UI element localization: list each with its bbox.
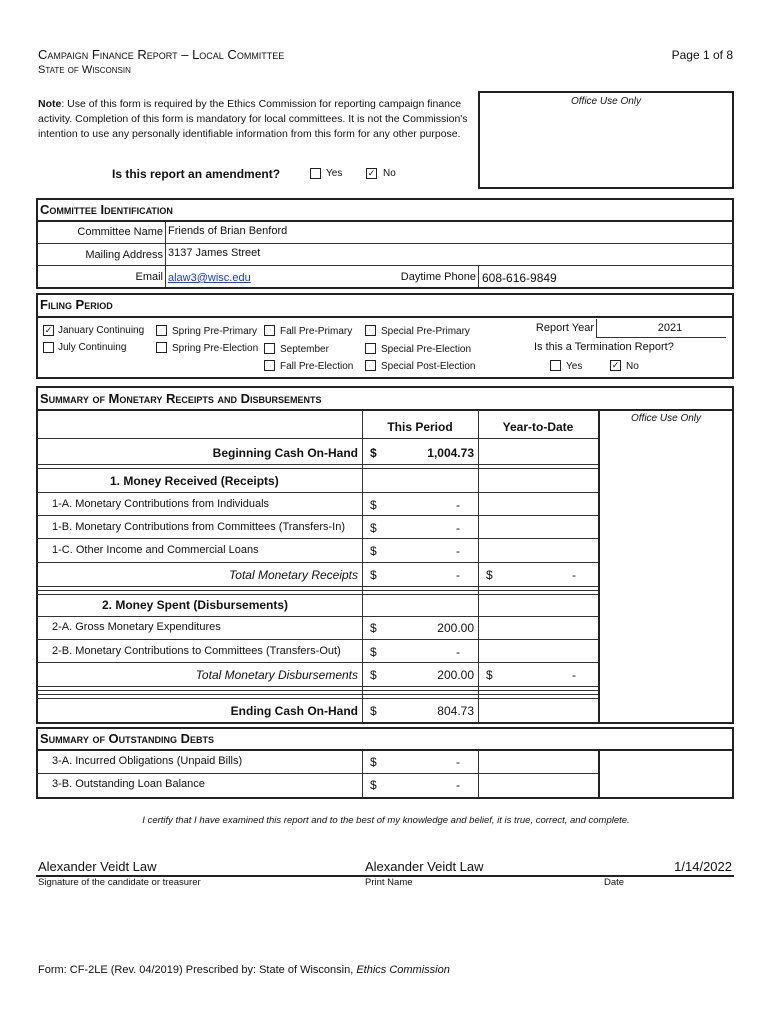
email-label: Email	[135, 271, 163, 283]
july-continuing-checkbox[interactable]	[43, 342, 54, 353]
total-disbursements-label: Total Monetary Disbursements	[195, 668, 358, 682]
total-disbursements-ytd-dollar: $	[486, 668, 493, 682]
form-footer	[38, 964, 450, 976]
row-1c-label: 1-C. Other Income and Commercial Loans	[52, 544, 259, 556]
july-continuing-label: July Continuing	[58, 342, 127, 353]
amendment-no-checkbox[interactable]: ✓	[367, 168, 376, 178]
note-label: Note	[38, 98, 62, 110]
termination-question: Is this a Termination Report?	[534, 341, 674, 353]
signature-field[interactable]: Alexander Veidt Law	[38, 859, 157, 874]
row-1c-value[interactable]: -	[456, 544, 460, 558]
total-receipts-ytd-dollar: $	[486, 568, 493, 582]
september-label: September	[280, 344, 329, 355]
row-3a-value[interactable]: -	[456, 755, 460, 769]
row-1b-label: 1-B. Monetary Contributions from Committees (Transfers-In)	[52, 521, 346, 533]
summary-receipts-heading: Summary of Monetary Receipts and Disbursements	[40, 391, 322, 406]
special-pre-primary-label: Special Pre-Primary	[381, 326, 470, 337]
total-disbursements-value[interactable]: 200.00	[437, 668, 474, 682]
certification-text: I certify that I have examined this report and to the best of my knowledge and belief, it is true, correct, and complete.	[142, 815, 630, 826]
row-2a-value[interactable]: 200.00	[437, 621, 474, 635]
office-use-box-top	[478, 91, 734, 189]
row-3b-label: 3-B. Outstanding Loan Balance	[52, 778, 205, 790]
page-number: Page 1 of 8	[671, 48, 733, 62]
termination-no-checkbox[interactable]: ✓	[611, 360, 620, 370]
row-3b-dollar: $	[370, 778, 377, 792]
row-2b-label: 2-B. Monetary Contributions to Committees (Transfers-Out)	[52, 645, 341, 657]
total-receipts-dollar: $	[370, 568, 377, 582]
total-receipts-label: Total Monetary Receipts	[229, 568, 358, 582]
termination-yes-checkbox[interactable]	[550, 360, 561, 371]
amendment-yes-label: Yes	[326, 168, 343, 179]
row-3a-label: 3-A. Incurred Obligations (Unpaid Bills)	[52, 755, 243, 767]
footer-agency: Ethics Commission	[356, 964, 450, 976]
filing-period-heading: Filing Period	[40, 297, 113, 312]
ending-cash-value[interactable]: 804.73	[437, 704, 474, 718]
special-pre-election-checkbox[interactable]	[365, 343, 376, 354]
row-1b-value[interactable]: -	[456, 521, 460, 535]
spring-pre-election-label: Spring Pre-Election	[172, 343, 259, 354]
committee-name-label: Committee Name	[77, 226, 163, 238]
termination-no-label: No	[626, 361, 639, 372]
total-disbursements-dollar: $	[370, 668, 377, 682]
print-name-label: Print Name	[365, 877, 413, 888]
note-paragraph	[38, 97, 478, 142]
office-use-label: Office Use Only	[570, 96, 642, 107]
mailing-address-label: Mailing Address	[85, 249, 163, 261]
office-use-summary-label: Office Use Only	[630, 413, 702, 424]
daytime-phone-field[interactable]: 608-616-9849	[482, 271, 557, 285]
note-text: : Use of this form is required by the Ethics Commission for reporting campaign finance activity. Completion of this form is mandatory for local committees. It is not the Commission's intention to use any personally identifiable information from this form for any other purpose.	[38, 98, 468, 140]
row-1a-value[interactable]: -	[456, 498, 460, 512]
amendment-question: Is this report an amendment?	[112, 167, 281, 181]
daytime-phone-label: Daytime Phone	[400, 271, 476, 283]
print-name-field[interactable]: Alexander Veidt Law	[365, 859, 484, 874]
fall-pre-primary-label: Fall Pre-Primary	[280, 326, 353, 337]
total-receipts-ytd-value[interactable]: -	[572, 568, 576, 582]
row-2a-label: 2-A. Gross Monetary Expenditures	[52, 621, 221, 633]
money-received-heading: 1. Money Received (Receipts)	[110, 474, 279, 488]
col-this-period: This Period	[387, 420, 453, 434]
ending-dollar: $	[370, 704, 377, 718]
row-1c-dollar: $	[370, 544, 377, 558]
spring-pre-primary-label: Spring Pre-Primary	[172, 326, 258, 337]
ending-cash-label: Ending Cash On-Hand	[230, 704, 358, 718]
spring-pre-primary-checkbox[interactable]	[156, 325, 167, 336]
mailing-address-field[interactable]: 3137 James Street	[168, 247, 261, 259]
outstanding-debts-heading: Summary of Outstanding Debts	[40, 731, 214, 746]
fall-pre-primary-checkbox[interactable]	[264, 325, 275, 336]
row-1a-dollar: $	[370, 498, 377, 512]
special-pre-primary-checkbox[interactable]	[365, 325, 376, 336]
beginning-cash-value[interactable]: 1,004.73	[427, 446, 474, 460]
amendment-no-label: No	[383, 168, 396, 179]
footer-text: Form: CF-2LE (Rev. 04/2019) Prescribed by: State of Wisconsin,	[38, 964, 357, 976]
row-2a-dollar: $	[370, 621, 377, 635]
september-checkbox[interactable]	[264, 343, 275, 354]
beginning-cash-label: Beginning Cash On-Hand	[212, 446, 358, 460]
amendment-yes-checkbox[interactable]	[310, 168, 321, 179]
report-year-label: Report Year	[535, 322, 594, 334]
report-year-field[interactable]: 2021	[657, 322, 683, 334]
special-post-election-label: Special Post-Election	[381, 361, 476, 372]
row-3b-value[interactable]: -	[456, 778, 460, 792]
beginning-dollar: $	[370, 446, 377, 460]
total-disbursements-ytd-value[interactable]: -	[572, 668, 576, 682]
row-2b-dollar: $	[370, 645, 377, 659]
form-subtitle: State of Wisconsin	[38, 64, 131, 76]
special-pre-election-label: Special Pre-Election	[381, 344, 472, 355]
termination-yes-label: Yes	[566, 361, 583, 372]
form-title: Campaign Finance Report – Local Committee	[38, 47, 285, 62]
row-1a-label: 1-A. Monetary Contributions from Individuals	[52, 498, 270, 510]
signature-label: Signature of the candidate or treasurer	[38, 877, 201, 888]
fall-pre-election-label: Fall Pre-Election	[280, 361, 354, 372]
fall-pre-election-checkbox[interactable]	[264, 360, 275, 371]
january-continuing-checkbox[interactable]: ✓	[44, 325, 53, 335]
committee-name-field[interactable]: Friends of Brian Benford	[168, 225, 288, 237]
col-year-to-date: Year-to-Date	[502, 420, 574, 434]
january-continuing-label: January Continuing	[58, 325, 145, 336]
row-1b-dollar: $	[370, 521, 377, 535]
spring-pre-election-checkbox[interactable]	[156, 342, 167, 353]
total-receipts-value[interactable]: -	[456, 568, 460, 582]
money-spent-heading: 2. Money Spent (Disbursements)	[102, 598, 289, 612]
committee-heading: Committee Identification	[40, 202, 173, 217]
date-field[interactable]: 1/14/2022	[674, 859, 732, 874]
date-label: Date	[604, 877, 625, 888]
row-2b-value[interactable]: -	[456, 645, 460, 659]
email-field[interactable]: alaw3@wisc.edu	[168, 272, 251, 284]
row-3a-dollar: $	[370, 755, 377, 769]
special-post-election-checkbox[interactable]	[365, 360, 376, 371]
